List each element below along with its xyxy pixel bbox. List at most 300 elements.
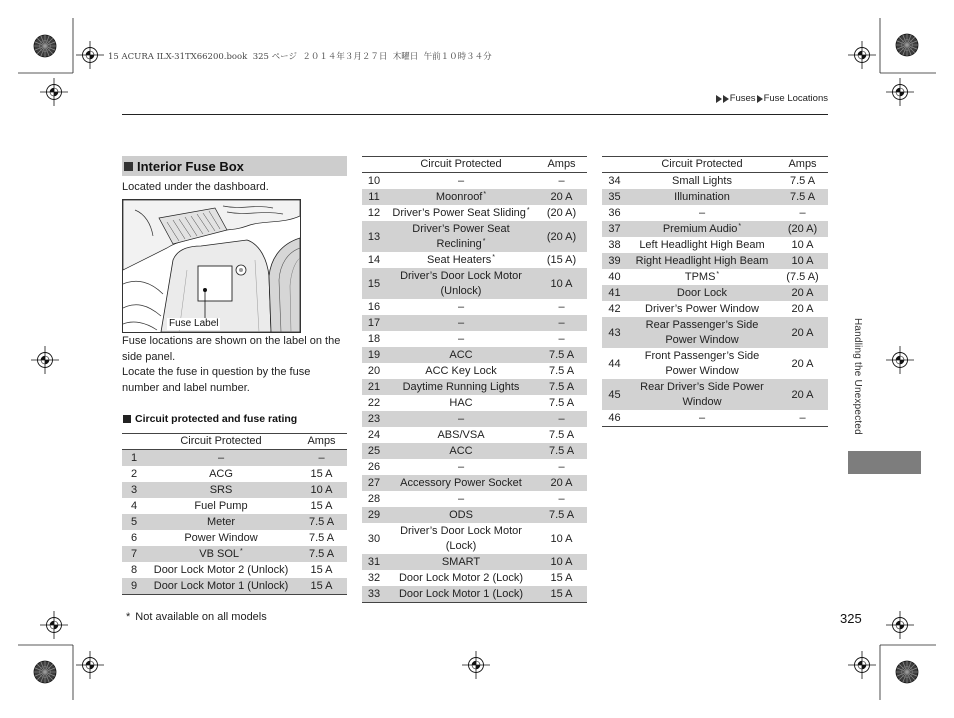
fuse-number [362,173,386,190]
fuse-number [602,348,627,379]
fuse-number-text: 30 [367,532,381,545]
fuse-number-text: 28 [367,493,381,505]
fuse-amps [536,252,587,268]
fuse-amps [536,347,587,363]
fuse-circuit-text: – [457,461,465,473]
fuse-amps-text: 7.5 A [789,175,816,187]
fuse-circuit [386,363,536,379]
fuse-circuit-text: – [217,452,225,464]
registration-crosshair-icon [886,346,914,374]
section-title: Interior Fuse Box [137,158,244,174]
fuse-row [362,459,587,475]
fuse-amps [777,253,828,269]
fuse-number-text: 4 [130,500,138,512]
fuse-number-text: 20 [367,365,381,377]
subheading [122,412,297,426]
section-header [122,156,347,176]
fuse-circuit-text: – [698,207,706,219]
fuse-amps [777,221,828,237]
fuse-circuit-text: Rear Passenger’s Side Power Window [645,319,759,346]
fuse-circuit-text: – [457,493,465,505]
fuse-amps [296,466,347,482]
fuse-amps [536,315,587,331]
fuse-number-text: 25 [367,445,381,457]
fuse-number-text: 39 [608,255,621,267]
fuse-amps [536,395,587,411]
fuse-circuit [386,331,536,347]
fuse-amps-text: 15 A [310,580,333,592]
fuse-table [602,156,828,427]
fuse-number-text: 42 [608,303,621,315]
breadcrumb-arrow-icon [723,95,729,103]
fuse-number-text: 11 [368,191,380,203]
fuse-circuit-text: Daytime Running Lights [402,381,520,393]
fuse-row [602,173,828,190]
fuse-amps [777,189,828,205]
fuse-circuit-text: – [457,301,465,313]
fuse-row [362,411,587,427]
fuse-amps-text: (20 A) [546,230,577,243]
fuse-circuit [386,491,536,507]
fuse-row [362,427,587,443]
fuse-number [362,268,386,299]
fuse-circuit [386,221,536,252]
fuse-row [362,554,587,570]
fuse-number [362,411,386,427]
fuse-circuit [146,482,296,498]
fuse-number [122,514,146,530]
fuse-row [362,379,587,395]
fuse-number-text: 18 [367,333,381,345]
fuse-circuit-text: Accessory Power Socket [400,477,522,489]
fuse-number-text: 46 [608,412,621,424]
registration-crosshair-icon [462,651,490,679]
registration-crosshair-icon [40,78,68,106]
fuse-amps [536,299,587,315]
fuse-circuit-text: Illumination [674,191,730,203]
fuse-circuit [386,252,536,268]
fuse-amps [536,221,587,252]
fuse-number [362,523,386,554]
fuse-circuit [386,554,536,570]
registration-crosshair-icon [848,41,876,69]
fuse-label-callout: Fuse Label [169,318,219,329]
fuse-number-text: 8 [130,564,138,576]
fuse-row [122,498,347,514]
fuse-circuit-text: Door Lock Motor 1 (Lock) [398,588,524,600]
fuse-circuit [146,530,296,546]
fuse-circuit-text: – [457,413,465,425]
fuse-circuit-text: Small Lights [672,175,732,187]
fuse-circuit [386,427,536,443]
subheading-text: Circuit protected and fuse rating [135,413,298,425]
fuse-amps-text: 15 A [550,588,573,600]
header-amps: Amps [296,434,347,450]
fuse-circuit [627,285,777,301]
fuse-number [602,410,627,427]
fuse-row [362,331,587,347]
fuse-number [362,315,386,331]
fuse-number-text: 1 [130,452,138,464]
section-square-icon [124,162,133,171]
fuse-amps-text: (7.5 A) [786,271,819,283]
header-number [122,434,146,450]
fuse-circuit-text: Door Lock Motor 2 (Unlock) [153,564,289,576]
fuse-number [362,347,386,363]
fuse-number-text: 32 [367,572,381,584]
fuse-circuit-text: ACG [209,468,233,480]
fuse-number [602,317,627,348]
fuse-circuit [627,317,777,348]
fuse-row [122,530,347,546]
fuse-circuit [146,578,296,595]
fuse-amps-text: 20 A [791,287,814,299]
fuse-amps-text: 7.5 A [548,509,575,521]
breadcrumb [716,93,828,105]
fuse-row [362,475,587,491]
fuse-amps [296,530,347,546]
footnote-mark: * [492,254,495,261]
fuse-amps [536,189,587,205]
fuse-amps-text: – [558,317,565,329]
fuse-amps-text: 7.5 A [308,532,335,544]
fuse-amps-text: 20 A [791,388,814,401]
fuse-circuit-text: ODS [449,509,473,521]
fuse-number-text: 24 [367,429,381,441]
registration-crosshair-icon [886,611,914,639]
fuse-circuit-text: SRS [209,484,233,496]
fuse-table-header [602,157,828,173]
fuse-circuit [386,443,536,459]
fuse-number-text: 2 [130,468,138,480]
fuse-circuit [627,410,777,427]
fuse-number-text: 38 [608,239,621,251]
fuse-row [602,189,828,205]
fuse-circuit-text: Right Headlight High Beam [635,255,769,267]
fuse-row [362,221,587,252]
fuse-number-text: 13 [367,230,381,243]
fuse-circuit-text: Moonroof [435,191,483,203]
fuse-row [122,450,347,467]
fuse-number-text: 10 [367,175,381,187]
fuse-number-text: 14 [367,254,381,266]
fuse-number-text: 35 [608,191,621,203]
fuse-amps [536,363,587,379]
fuse-circuit [386,475,536,491]
footnote-mark: * [483,191,487,198]
fuse-circuit-text: Rear Driver’s Side Power Window [640,381,764,408]
fuse-number-text: 41 [608,287,621,299]
fuse-amps [536,507,587,523]
fuse-number [122,450,146,467]
footnote-mark: * [716,271,720,278]
footnote-mark: * [526,207,530,214]
fuse-number [122,530,146,546]
fuse-circuit-text: Driver’s Door Lock Motor (Unlock) [400,270,522,297]
fuse-amps-text: 15 A [310,564,333,576]
fuse-amps-text: – [558,413,565,425]
fuse-number [602,189,627,205]
fuse-amps [296,578,347,595]
fuse-amps [536,205,587,221]
fuse-number [362,189,386,205]
fuse-amps-text: 20 A [791,326,814,339]
fuse-circuit-text: – [457,333,465,345]
fuse-number-text: 16 [367,301,381,313]
registration-target-icon [34,35,56,57]
fuse-number-text: 44 [608,357,621,370]
fuse-amps [536,379,587,395]
footnote-mark: * [126,611,131,623]
fuse-row [122,466,347,482]
fuse-number [362,252,386,268]
fuse-table [362,156,587,603]
fuse-amps-text: 20 A [791,357,814,370]
fuse-number [122,546,146,562]
subheading-square-icon [123,415,131,423]
fuse-amps [536,459,587,475]
fuse-circuit [146,514,296,530]
fuse-amps-text: 20 A [791,303,814,315]
fuse-amps-text: 7.5 A [789,191,816,203]
breadcrumb-arrow-icon [716,95,722,103]
fuse-row [362,507,587,523]
registration-target-icon [896,661,918,683]
header-rule [122,114,828,115]
fuse-number [362,221,386,252]
fuse-row [362,189,587,205]
fuse-number [362,570,386,586]
fuse-number [362,459,386,475]
fuse-number-text: 12 [367,207,381,219]
fuse-circuit-text: TPMS [684,271,716,283]
fuse-row [362,347,587,363]
fuse-amps-text: – [558,493,565,505]
fuse-row [122,578,347,595]
fuse-number-text: 5 [130,516,138,528]
registration-crosshair-icon [76,41,104,69]
registration-crosshair-icon [40,611,68,639]
fuse-number [602,173,627,190]
fuse-circuit-text: Left Headlight High Beam [639,239,765,251]
registration-crosshair-icon [76,651,104,679]
fuse-number-text: 37 [608,223,621,235]
fuse-circuit [146,546,296,562]
fuse-amps-text: 10 A [550,277,573,290]
fuse-table-header [362,157,587,173]
fuse-circuit [386,459,536,475]
fuse-amps [777,237,828,253]
fuse-number [362,427,386,443]
fuse-circuit-text: Door Lock Motor 1 (Unlock) [153,580,289,592]
fuse-circuit [627,237,777,253]
fuse-number-text: 15 [367,277,381,290]
fuse-row [362,252,587,268]
fuse-amps-text: – [799,412,806,424]
fuse-number [602,221,627,237]
fuse-amps-text: – [558,461,565,473]
body-paragraph: Fuse locations are shown on the label on the side panel. [122,335,341,363]
fuse-row [362,299,587,315]
fuse-circuit [146,450,296,467]
fuse-circuit-text: Power Window [184,532,258,544]
fuse-number-text: 3 [130,484,138,496]
fuse-amps [777,348,828,379]
fuse-amps [536,173,587,190]
fuse-amps-text: – [558,301,565,313]
fuse-row [362,395,587,411]
fuse-row [602,379,828,410]
fuse-number-text: 7 [130,548,138,560]
fuse-circuit-text: Seat Heaters [427,254,492,266]
fuse-number [362,363,386,379]
registration-crosshair-icon [886,78,914,106]
fuse-amps-text: 7.5 A [548,365,575,377]
footnote [126,610,267,624]
fuse-amps-text: 20 A [550,191,573,203]
registration-target-icon [896,34,918,56]
fuse-amps-text: – [558,333,565,345]
fuse-number [362,443,386,459]
fuse-row [362,268,587,299]
fuse-number [602,237,627,253]
fuse-amps-text: 7.5 A [548,397,575,409]
fuse-row [122,514,347,530]
fuse-circuit [386,395,536,411]
fuse-amps [777,379,828,410]
fuse-amps [536,331,587,347]
fuse-circuit-text: ACC [449,445,473,457]
fuse-amps-text: 7.5 A [308,516,335,528]
breadcrumb-item-fuses: Fuses [729,93,756,104]
fuse-amps-text: 15 A [310,468,333,480]
fuse-table [122,433,347,595]
fuse-circuit [386,205,536,221]
fuse-circuit [627,189,777,205]
fuse-number-text: 22 [367,397,381,409]
fuse-amps [777,285,828,301]
fuse-circuit-text: Front Passenger’s Side Power Window [644,350,760,377]
fuse-number [602,253,627,269]
fuse-row [362,491,587,507]
fuse-row [602,301,828,317]
fuse-number [362,491,386,507]
fuse-circuit-text: ACC [449,349,473,361]
breadcrumb-item-fuse-locations: Fuse Locations [763,93,828,104]
fuse-number [122,466,146,482]
fuse-amps [777,269,828,285]
fuse-number-text: 27 [367,477,381,489]
fuse-row [362,363,587,379]
fuse-number-text: 17 [367,317,381,329]
fuse-number [602,269,627,285]
fuse-circuit-text: – [457,175,465,187]
fuse-row [362,523,587,554]
fuse-label-figure [122,199,301,333]
fuse-circuit [386,586,536,603]
fuse-circuit [386,507,536,523]
header-number [362,157,386,173]
fuse-number-text: 31 [367,556,381,568]
fuse-number-text: 19 [367,349,381,361]
fuse-amps-text: 10 A [550,532,573,545]
fuse-circuit-text: Premium Audio [662,223,738,235]
fuse-amps-text: 7.5 A [548,429,575,441]
header-circuit: Circuit Protected [146,434,296,450]
fuse-circuit [146,498,296,514]
fuse-number [362,331,386,347]
fuse-circuit-text: Door Lock [676,287,728,299]
fuse-row [602,221,828,237]
fuse-amps-text: 7.5 A [548,349,575,361]
fuse-number [122,562,146,578]
page-number: 325 [840,611,862,626]
fuse-circuit [386,299,536,315]
fuse-amps [296,562,347,578]
fuse-number-text: 26 [367,461,381,473]
fuse-amps-text: 10 A [791,239,814,251]
fuse-amps [536,570,587,586]
section-intro: Located under the dashboard. [122,181,269,193]
fuse-circuit [386,268,536,299]
section-body [122,334,347,396]
fuse-table-header [122,434,347,450]
fuse-circuit [627,379,777,410]
fuse-amps [536,443,587,459]
registration-crosshair-icon [848,651,876,679]
fuse-number [362,299,386,315]
fuse-amps-text: 20 A [550,477,573,489]
fuse-amps-text: – [799,207,806,219]
fuse-circuit [386,379,536,395]
fuse-row [602,205,828,221]
fuse-number [602,205,627,221]
fuse-number [362,475,386,491]
fuse-number [362,379,386,395]
fuse-row [602,317,828,348]
fuse-row [602,237,828,253]
fuse-circuit-text: SMART [441,556,481,568]
fuse-number-text: 6 [130,532,138,544]
fuse-circuit [627,269,777,285]
fuse-number [362,554,386,570]
fuse-row [362,570,587,586]
fuse-row [362,315,587,331]
fuse-circuit [386,189,536,205]
fuse-row [602,410,828,427]
fuse-amps-text: (20 A) [546,207,577,219]
fuse-amps-text: 10 A [310,484,333,496]
fuse-amps [536,268,587,299]
fuse-number [602,379,627,410]
fuse-circuit-text: Fuel Pump [194,500,248,512]
fuse-amps-text: 10 A [550,556,573,568]
fuse-circuit-text: Meter [206,516,236,528]
footnote-mark: * [738,223,742,230]
fuse-circuit-text: VB SOL [199,548,239,560]
dashboard-illustration [123,200,300,332]
header-number [602,157,627,173]
fuse-circuit [386,347,536,363]
fuse-amps [777,173,828,190]
fuse-amps [536,554,587,570]
fuse-number [122,482,146,498]
fuse-amps [536,491,587,507]
fuse-amps [536,586,587,603]
fuse-amps [536,523,587,554]
fuse-amps [536,475,587,491]
footnote-mark: * [482,238,486,245]
